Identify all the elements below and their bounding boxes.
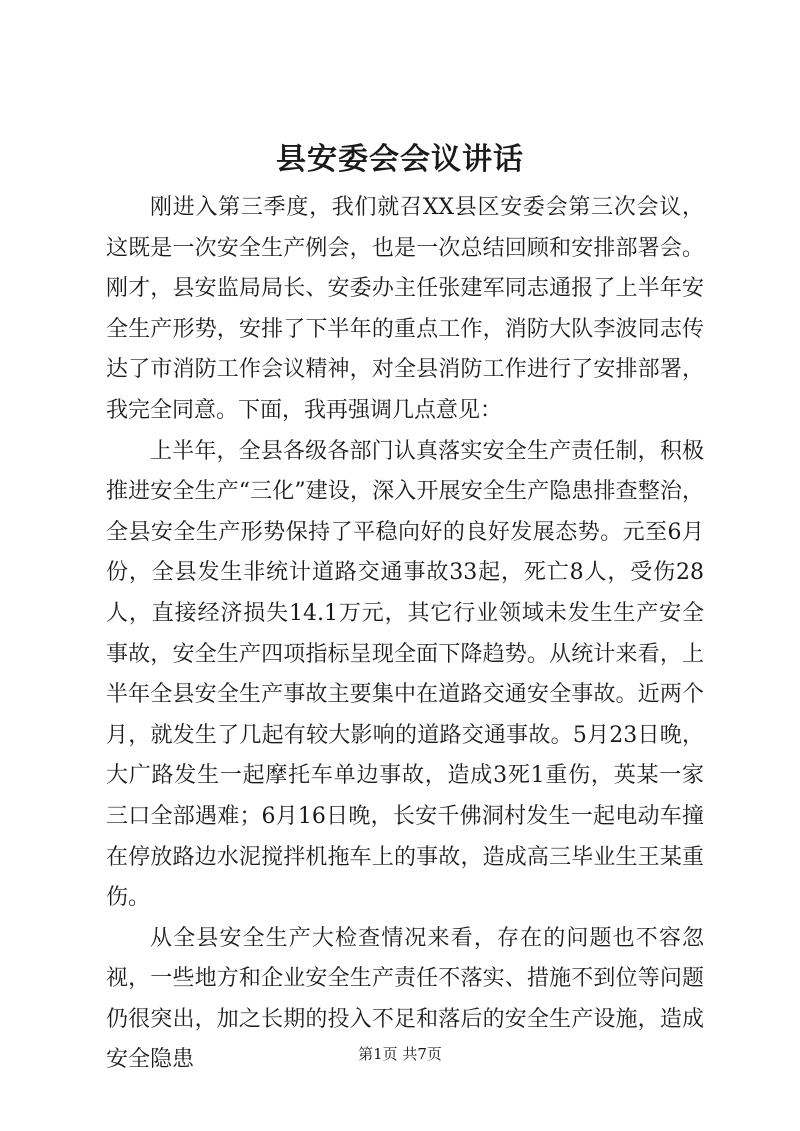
document-body bbox=[106, 188, 704, 1081]
paragraph-opening: 刚进入第三季度，我们就召XX县区安委会第三次会议，这既是一次安全生产例会，也是一次总结回顾和安排部署会。刚才，县安监局局长、安委办主任张建军同志通报了上半年安全生产形势，安排了下半年的重点工作，消防大队李波同志传达了市消防工作会议精神，对全县消防工作进行了安排部署，我完全同意。下面，我再强调几点意见： bbox=[106, 195, 704, 423]
paragraph-inspection-issues: 从全县安全生产大检查情况来看，存在的问题也不容忽视，一些地方和企业安全生产责任不落实、措施不到位等问题仍很突出，加之长期的投入不足和落后的安全生产设施，造成安全隐患 bbox=[106, 925, 704, 1073]
page-title: 县安委会会议讲话 bbox=[276, 142, 524, 177]
paragraph-first-half-review: 上半年，全县各级各部门认真落实安全生产责任制，积极推进安全生产“三化”建设，深入开展安全生产隐患排查整治，全县安全生产形势保持了平稳向好的良好发展态势。元至6月份，全县发生非统计道路交通事故33起，死亡8人，受伤28人，直接经济损失14.1万元，其它行业领域未发生生产安全事故，安全生产四项指标呈现全面下降趋势。从统计来看，上半年全县安全生产事故主要集中在道路交通安全事故。近两个月，就发生了几起有较大影响的道路交通事故。5月23日晚，大广路发生一起摩托车单边事故，造成3死1重伤，英某一家三口全部遇难；6月16日晚，长安千佛洞村发生一起电动车撞在停放路边水泥搅拌机拖车上的事故，造成高三毕业生王某重伤。 bbox=[106, 438, 704, 911]
page-number-footer: 第1页 共7页 bbox=[358, 1045, 442, 1063]
